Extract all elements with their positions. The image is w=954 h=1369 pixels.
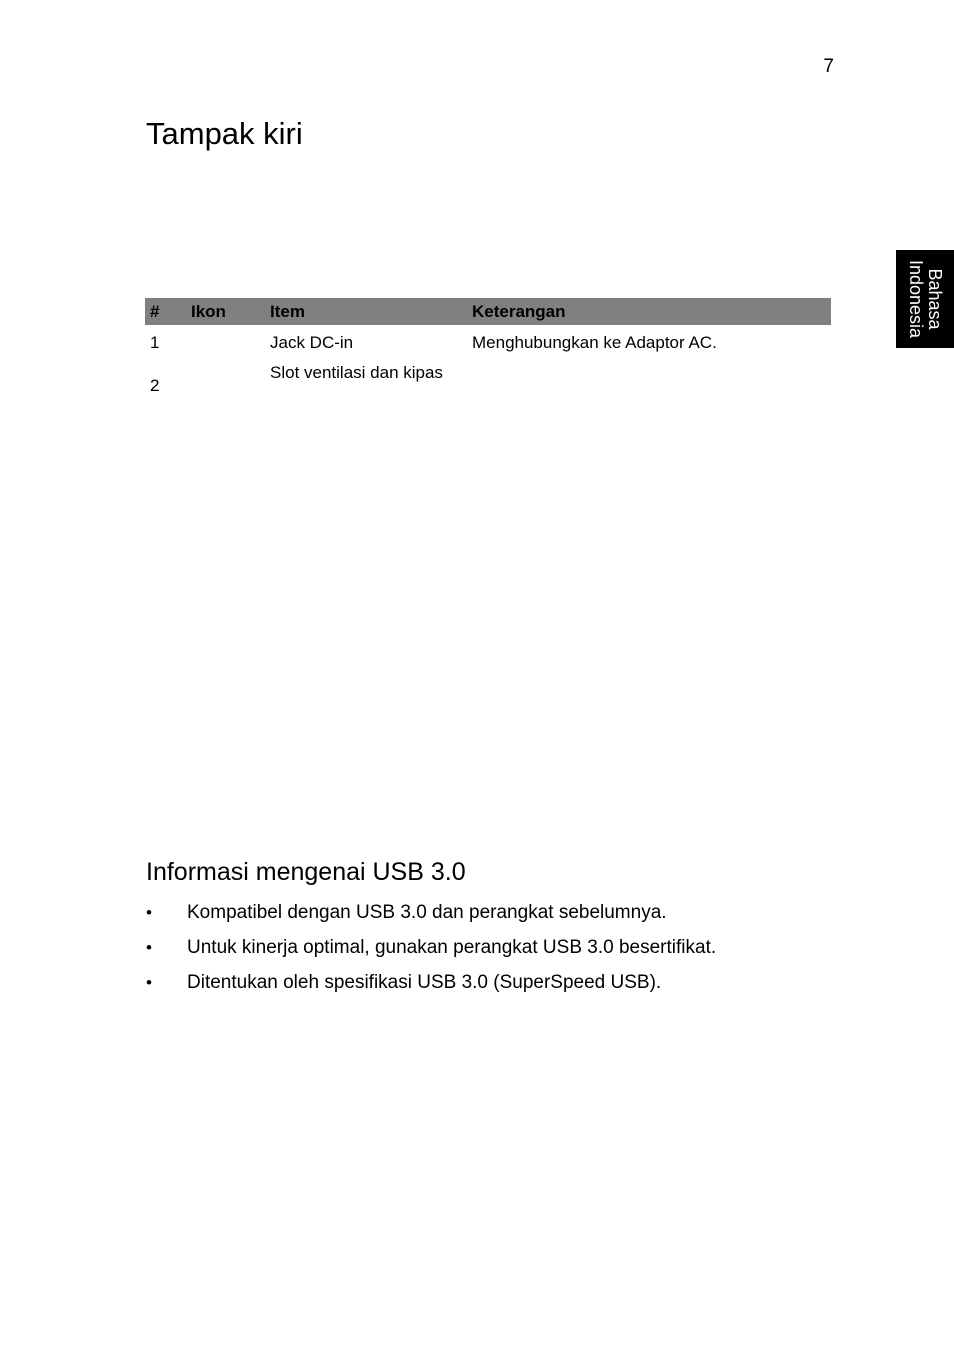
- header-icon: Ikon: [191, 301, 226, 321]
- section-title-usb-info: Informasi mengenai USB 3.0: [146, 858, 466, 886]
- list-item-text: Kompatibel dengan USB 3.0 dan perangkat sebelumnya.: [187, 902, 667, 923]
- list-item-text: Untuk kinerja optimal, gunakan perangkat USB 3.0 besertifikat.: [187, 937, 717, 958]
- table-row: [145, 325, 831, 363]
- language-side-tab: [896, 250, 954, 348]
- bullet-icon: •: [146, 938, 152, 957]
- row-icon: [191, 325, 270, 363]
- page-number: 7: [823, 56, 834, 77]
- language-tab-line-1: Bahasa: [925, 268, 945, 330]
- bullet-icon: •: [146, 903, 152, 922]
- row-icon: [191, 363, 270, 416]
- header-item: Item: [270, 301, 305, 321]
- row-number: 1: [150, 333, 160, 352]
- ports-table: [145, 298, 831, 416]
- list-item-text: Ditentukan oleh spesifikasi USB 3.0 (SuperSpeed USB).: [187, 972, 662, 993]
- section-title-left-view: Tampak kiri: [146, 116, 303, 151]
- row-item: Slot ventilasi dan kipas: [270, 363, 443, 382]
- row-description: [472, 363, 831, 416]
- list-item: [146, 902, 846, 937]
- header-description: Keterangan: [472, 301, 566, 321]
- language-side-tab-label: [906, 260, 944, 338]
- row-number: 2: [150, 376, 160, 395]
- table-header-row: [145, 298, 831, 325]
- row-item: Jack DC-in: [270, 333, 354, 352]
- language-tab-line-2: Indonesia: [906, 259, 926, 339]
- bullet-icon: •: [146, 973, 152, 992]
- usb-info-list: [146, 902, 846, 1007]
- list-item: [146, 972, 846, 1007]
- list-item: [146, 937, 846, 972]
- table-row: [145, 363, 831, 416]
- header-number: #: [150, 301, 160, 321]
- row-description: Menghubungkan ke Adaptor AC.: [472, 333, 717, 352]
